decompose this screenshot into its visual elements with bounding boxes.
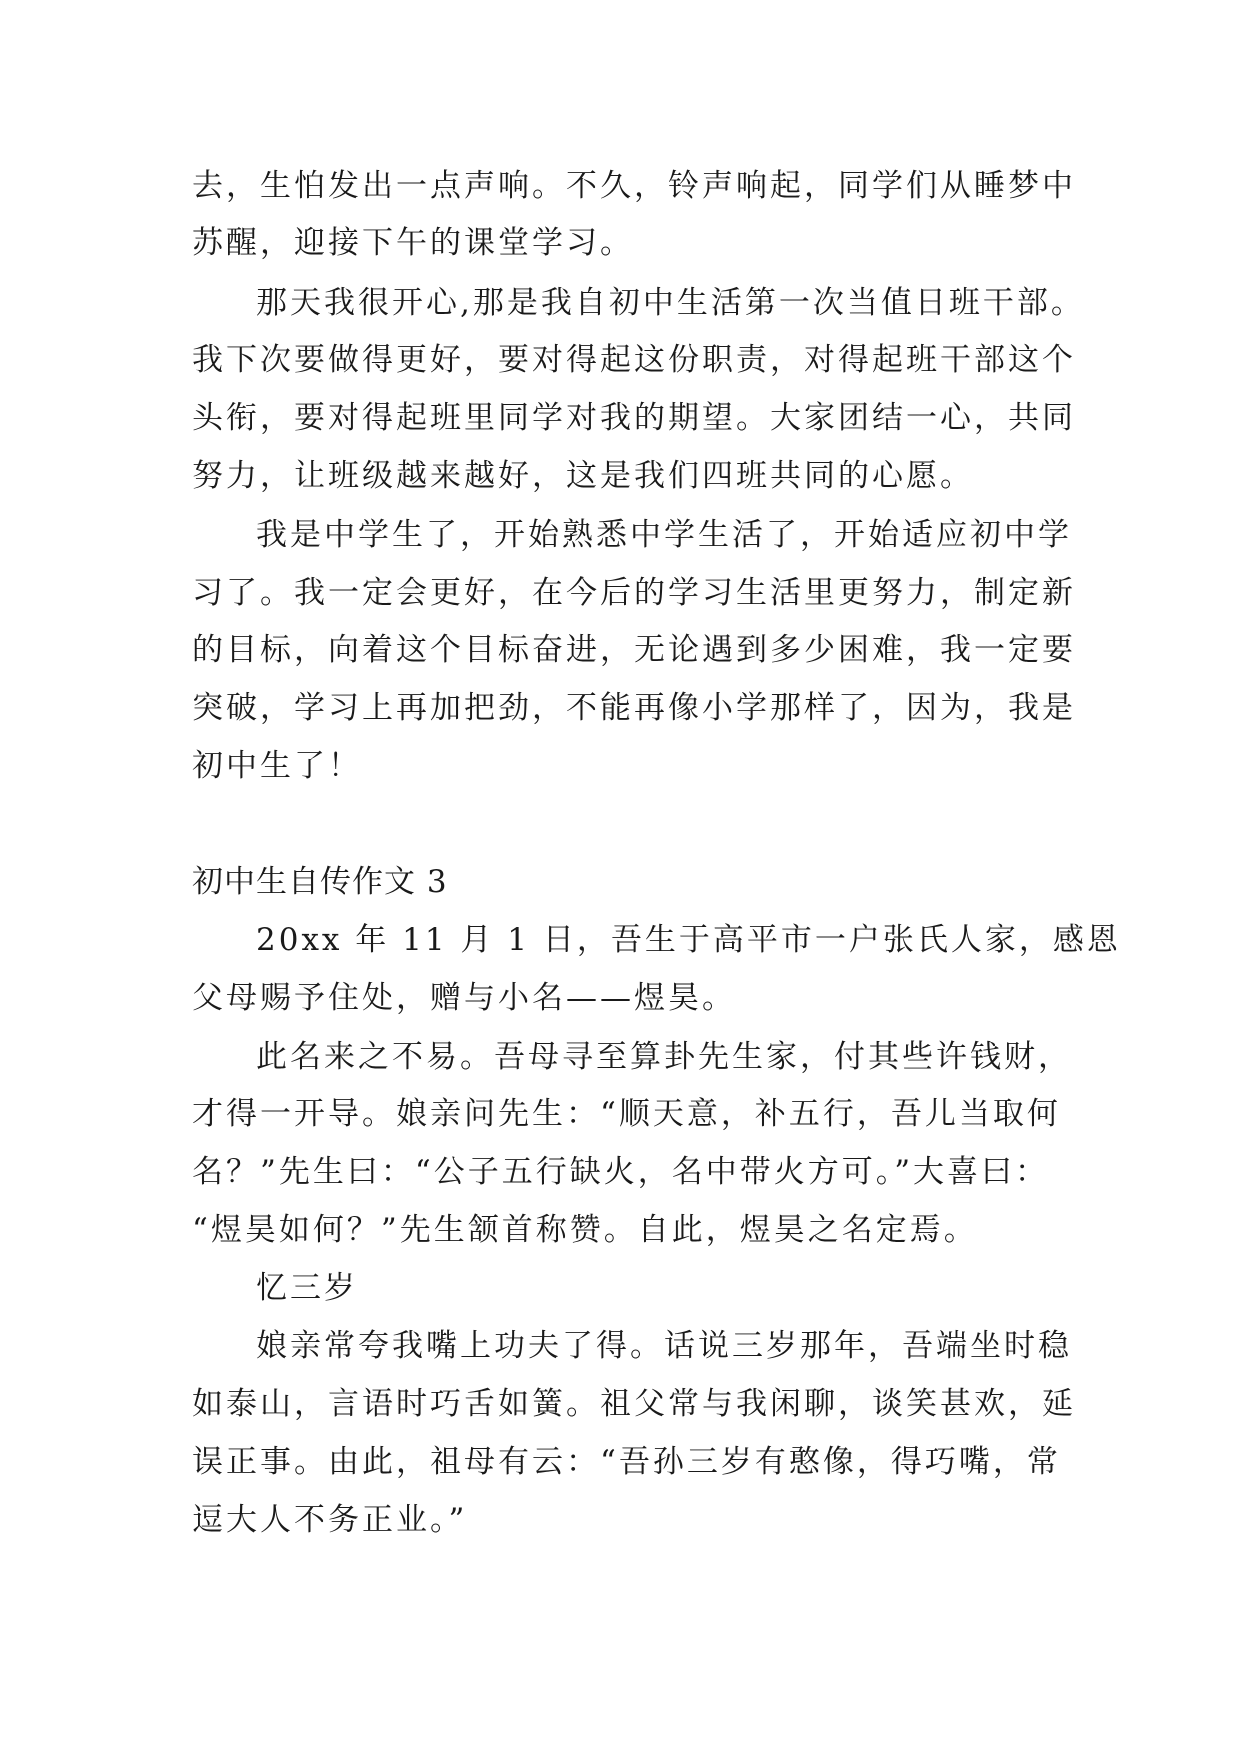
paragraph-first-line: 我是中学生了，开始熟悉中学生活了，开始适应初中学 <box>256 517 1072 553</box>
text-line: 头衔，要对得起班里同学对我的期望。大家团结一心，共同 <box>192 400 1076 436</box>
text-line: 逗大人不务正业。” <box>192 1502 468 1538</box>
paragraph-first-line: 娘亲常夸我嘴上功夫了得。话说三岁那年，吾端坐时稳 <box>256 1328 1072 1364</box>
section-heading: 初中生自传作文 3 <box>192 864 448 900</box>
text-line: “煜昊如何？”先生颔首称赞。自此，煜昊之名定焉。 <box>192 1212 978 1248</box>
paragraph-first-line: 此名来之不易。吾母寻至算卦先生家，付其些许钱财， <box>256 1039 1072 1075</box>
text-line: 苏醒，迎接下午的课堂学习。 <box>192 225 634 261</box>
text-line: 的目标，向着这个目标奋进，无论遇到多少困难，我一定要 <box>192 632 1076 668</box>
text-line: 才得一开导。娘亲问先生：“顺天意，补五行，吾儿当取何 <box>192 1096 1061 1132</box>
text-line: 努力，让班级越来越好，这是我们四班共同的心愿。 <box>192 458 974 494</box>
paragraph-first-line: 那天我很开心,那是我自初中生活第一次当值日班干部。 <box>256 285 1085 321</box>
text-line: 父母赐予住处，赠与小名——煜昊。 <box>192 980 736 1016</box>
text-line: 如泰山，言语时巧舌如簧。祖父常与我闲聊，谈笑甚欢，延 <box>192 1386 1076 1422</box>
text-line: 习了。我一定会更好，在今后的学习生活里更努力，制定新 <box>192 575 1076 611</box>
text-line: 我下次要做得更好，要对得起这份职责，对得起班干部这个 <box>192 342 1076 378</box>
subheading: 忆三岁 <box>256 1270 358 1306</box>
text-line: 突破，学习上再加把劲，不能再像小学那样了，因为，我是 <box>192 690 1076 726</box>
text-line: 初中生了！ <box>192 748 362 784</box>
text-line: 名？”先生曰：“公子五行缺火，名中带火方可。”大喜曰： <box>192 1154 1050 1190</box>
text-line: 去，生怕发出一点声响。不久，铃声响起，同学们从睡梦中 <box>192 168 1076 204</box>
text-line: 误正事。由此，祖母有云：“吾孙三岁有憨像，得巧嘴，常 <box>192 1444 1061 1480</box>
paragraph-first-line: 20xx 年 11 月 1 日，吾生于高平市一户张氏人家，感恩 <box>256 922 1121 958</box>
